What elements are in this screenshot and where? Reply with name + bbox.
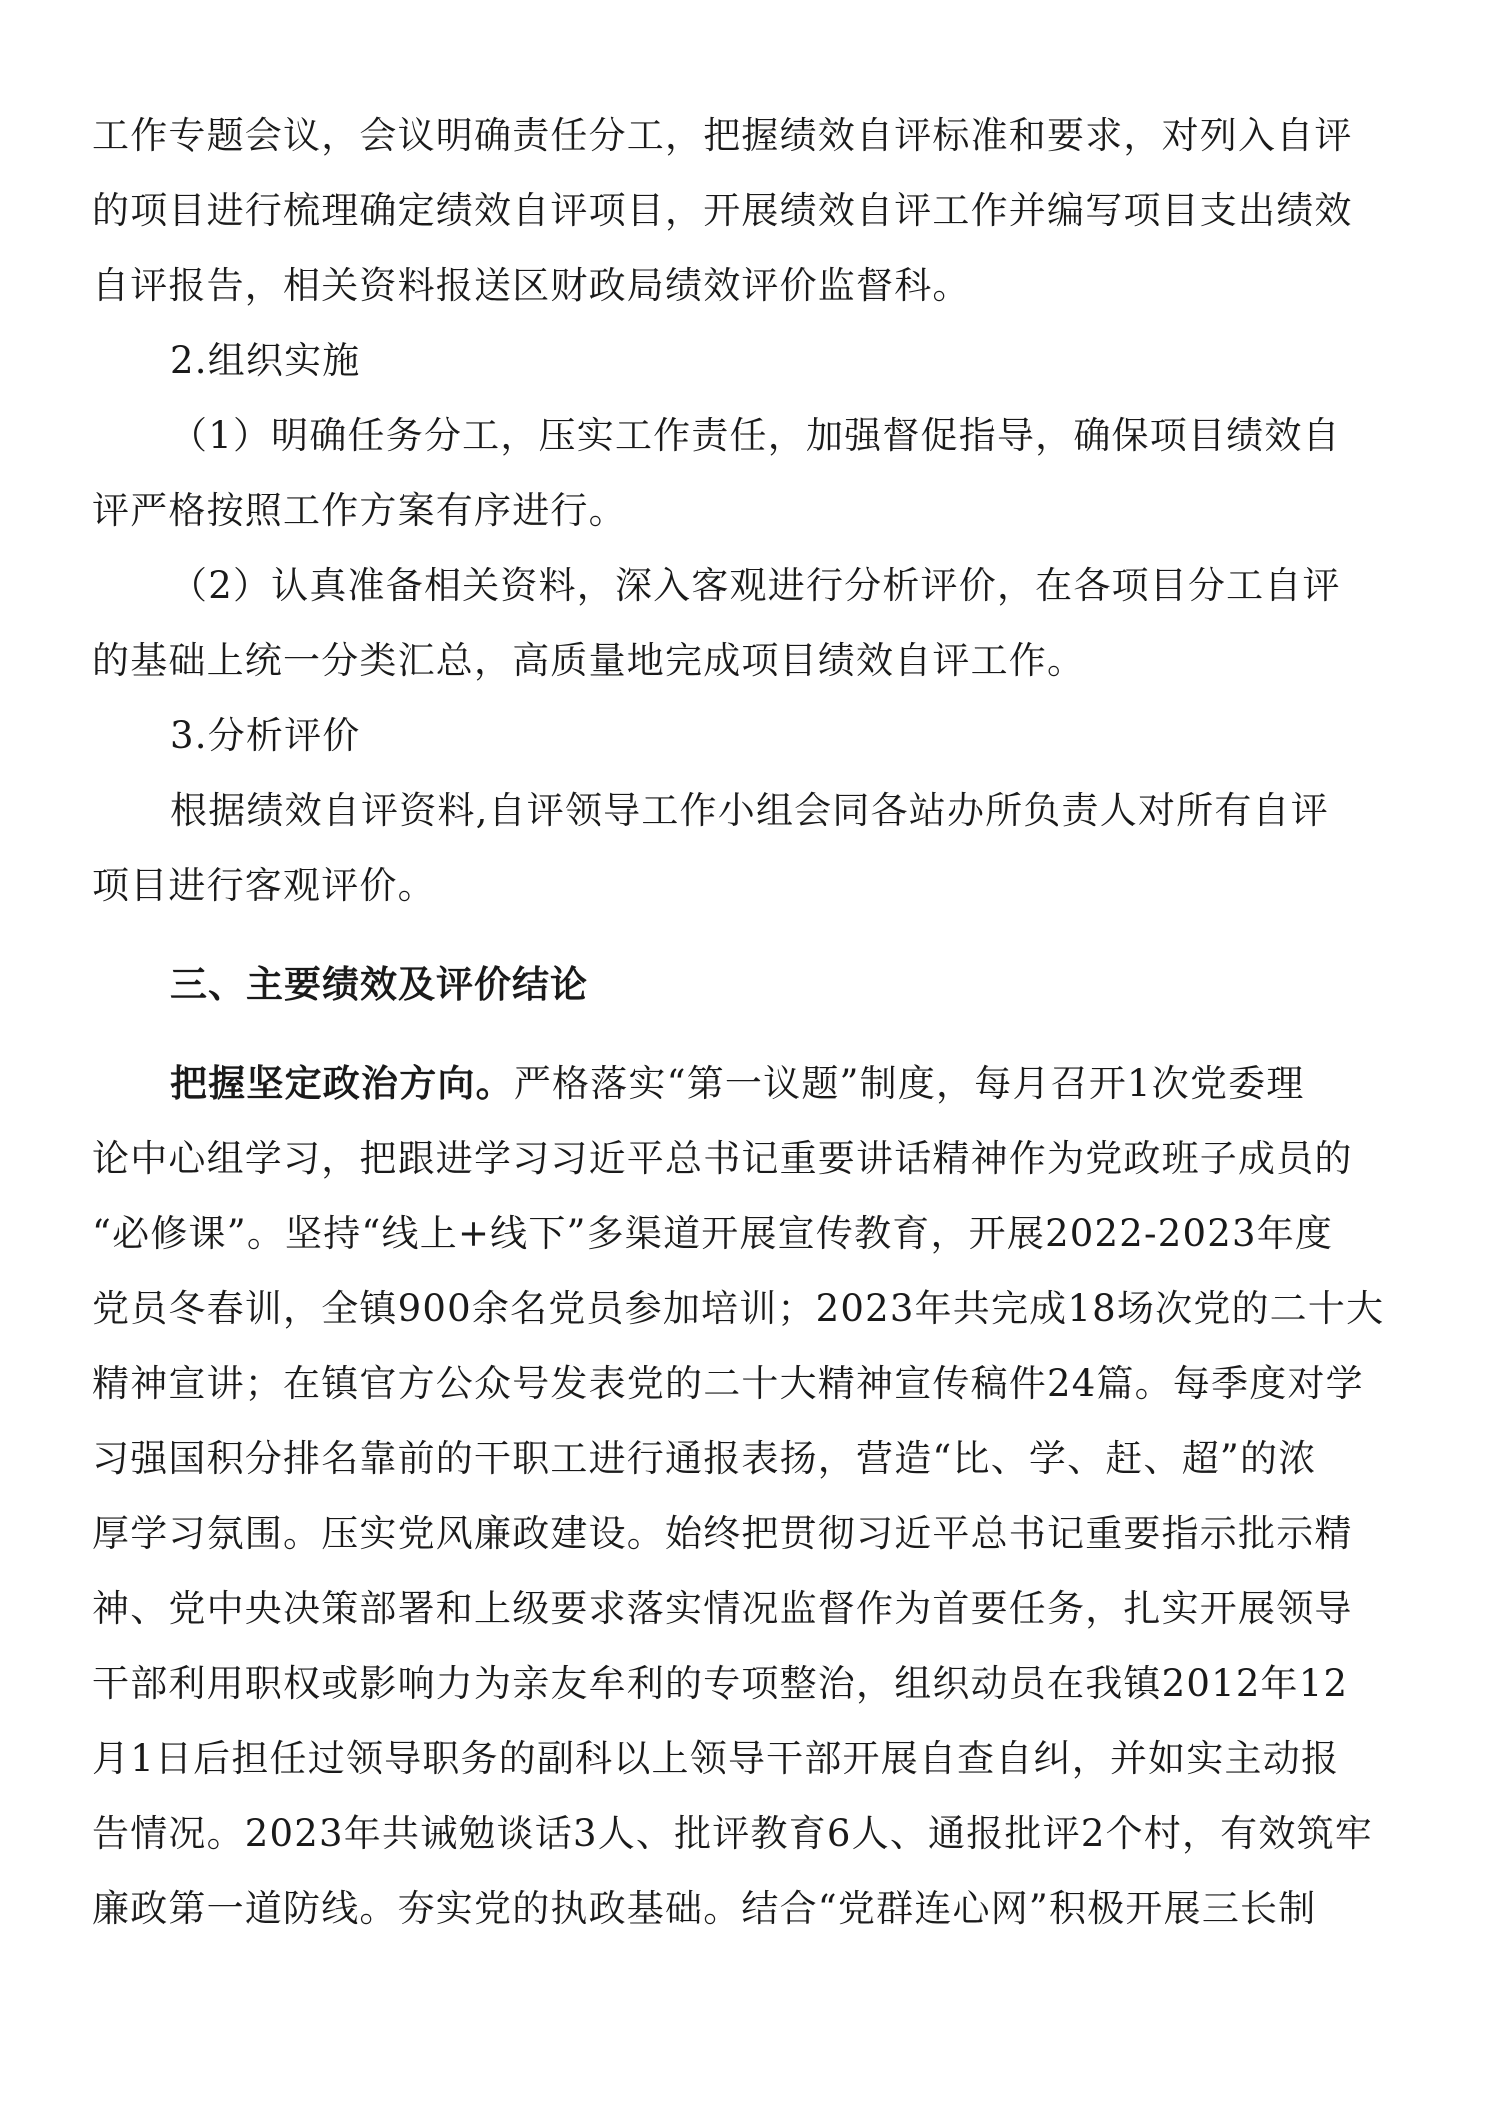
paragraph-meeting: [92, 98, 1396, 323]
paragraph-lead: 把握坚定政治方向。: [170, 1061, 514, 1105]
text-line: 论中心组学习，把跟进学习习近平总书记重要讲话精神作为党政班子成员的: [92, 1137, 1353, 1180]
subsection-title-implementation: 2.组织实施: [170, 339, 361, 382]
text-line: 评严格按照工作方案有序进行。: [92, 489, 627, 532]
text-line: 神、党中央决策部署和上级要求落实情况监督作为首要任务，扎实开展领导: [92, 1587, 1353, 1630]
text-line: 月1日后担任过领导职务的副科以上领导干部开展自查自纠，并如实主动报: [92, 1737, 1340, 1780]
text-line: 干部利用职权或影响力为亲友牟利的专项整治，组织动员在我镇2012年12: [92, 1662, 1349, 1705]
text-line: [92, 1046, 1396, 1121]
text-line: 精神宣讲；在镇官方公众号发表党的二十大精神宣传稿件24篇。每季度对学: [92, 1362, 1364, 1405]
text-line: 廉政第一道防线。夯实党的执政基础。结合“党群连心网”积极开展三长制: [92, 1887, 1317, 1930]
paragraph-task-division: [92, 398, 1396, 548]
text-line: 项目进行客观评价。: [92, 864, 436, 907]
text-line: 自评报告，相关资料报送区财政局绩效评价监督科。: [92, 264, 971, 307]
text-line: （1）明确任务分工，压实工作责任，加强督促指导，确保项目绩效自: [170, 414, 1341, 457]
paragraph-preparation: [92, 548, 1396, 698]
paragraph-evaluation: [92, 773, 1396, 923]
text-line: 习强国积分排名靠前的干职工进行通报表扬，营造“比、学、赶、超”的浓: [92, 1437, 1317, 1480]
subsection-title-analysis: 3.分析评价: [170, 714, 361, 757]
text-line: “必修课”。坚持“线上+线下”多渠道开展宣传教育，开展2022-2023年度: [92, 1212, 1334, 1255]
text-line: 工作专题会议，会议明确责任分工，把握绩效自评标准和要求，对列入自评: [92, 114, 1353, 157]
section-heading-performance: 三、主要绩效及评价结论: [170, 963, 588, 1006]
paragraph-political-direction: [92, 1046, 1396, 1946]
text-line: 党员冬春训，全镇900余名党员参加培训；2023年共完成18场次党的二十大: [92, 1287, 1385, 1330]
text-line: 的基础上统一分类汇总，高质量地完成项目绩效自评工作。: [92, 639, 1086, 682]
text-line: （2）认真准备相关资料，深入客观进行分析评价，在各项目分工自评: [170, 564, 1341, 607]
document-page: [92, 98, 1396, 1946]
text-line: 告情况。2023年共诫勉谈话3人、批评教育6人、通报批评2个村，有效筑牢: [92, 1812, 1373, 1855]
text-line: 的项目进行梳理确定绩效自评项目，开展绩效自评工作并编写项目支出绩效: [92, 189, 1353, 232]
text-line: 根据绩效自评资料,自评领导工作小组会同各站办所负责人对所有自评: [170, 789, 1329, 832]
text-line: 厚学习氛围。压实党风廉政建设。始终把贯彻习近平总书记重要指示批示精: [92, 1512, 1353, 1555]
text-segment: 严格落实“第一议题”制度，每月召开1次党委理: [513, 1062, 1305, 1105]
